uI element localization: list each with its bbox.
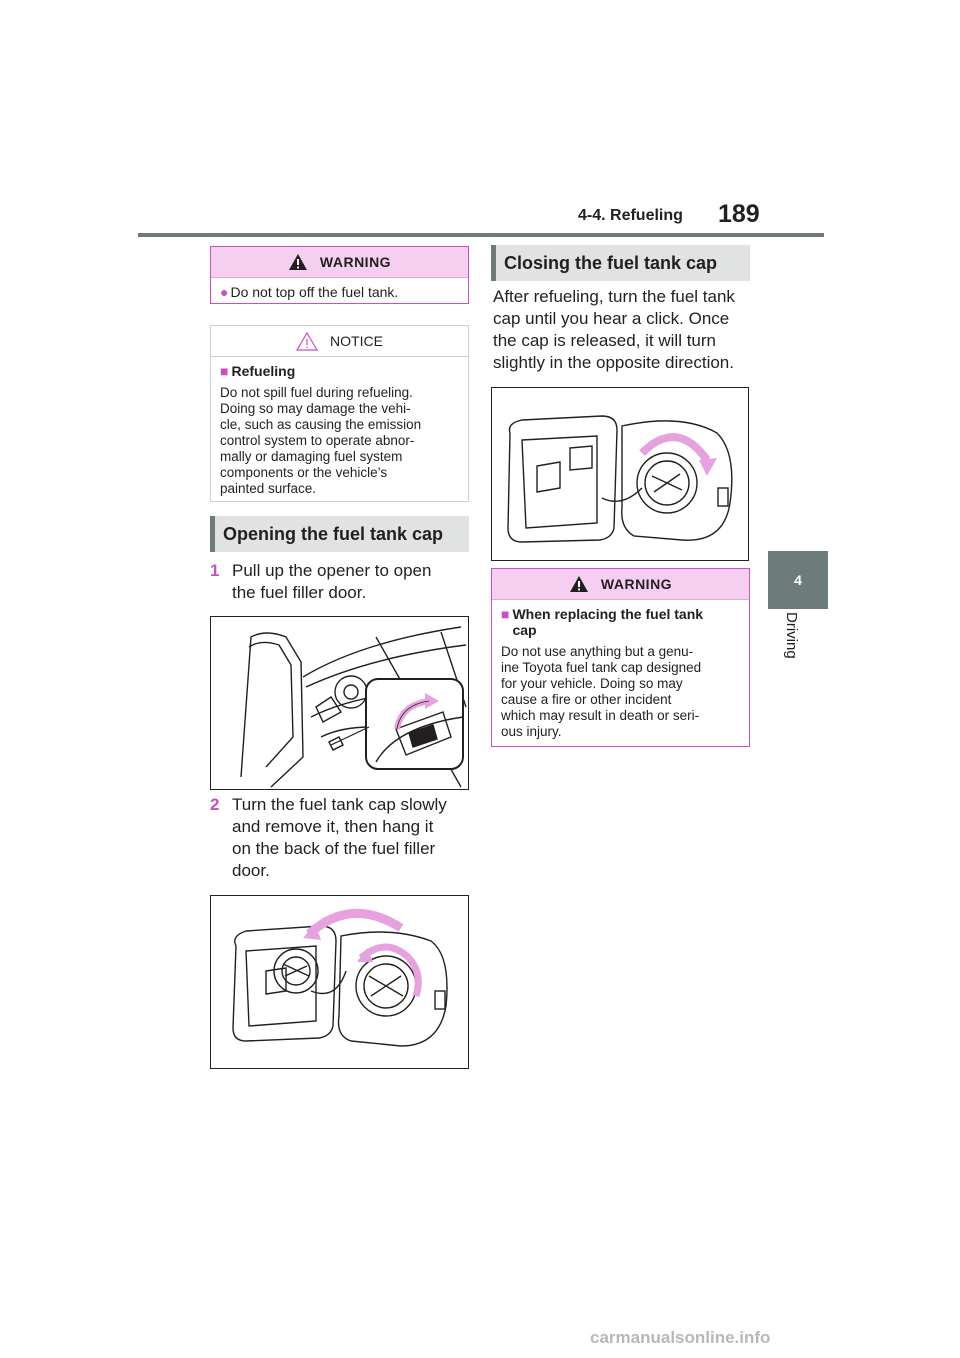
figure-close-cap <box>491 387 749 561</box>
notice-box <box>210 325 469 502</box>
header-rule <box>138 233 824 237</box>
notice-body: Do not spill fuel during refueling. Doing so may damage the vehi- cle, such as causing the emission control system to operate abnor- mally or damaging fuel system components or the vehicle’s painted surface. <box>220 385 422 496</box>
notice-title: NOTICE <box>330 333 383 349</box>
fuel-cap-removal-illustration <box>211 896 468 1068</box>
warning-subtitle: ■ When replacing the fuel tank cap <box>501 606 704 638</box>
warning-icon <box>569 575 589 593</box>
warning-header <box>492 569 749 600</box>
warning-box-bottom <box>491 568 750 747</box>
step-number: 1 <box>210 561 220 580</box>
section-title: 4-4. Refueling <box>578 207 683 224</box>
warning-bullet: ● Do not top off the fuel tank. <box>220 284 399 300</box>
opening-heading: Opening the fuel tank cap <box>210 516 469 552</box>
warning-title: WARNING <box>319 254 392 270</box>
caution-outline-icon <box>296 332 318 351</box>
notice-header <box>211 326 468 357</box>
chapter-number: 4 <box>794 572 802 588</box>
warning-title: WARNING <box>600 576 673 592</box>
bullet-dot-icon: ● <box>220 284 229 300</box>
figure-remove-cap <box>210 895 469 1069</box>
notice-subtitle: ■ Refueling <box>220 363 296 379</box>
closing-heading: Closing the fuel tank cap <box>491 245 750 281</box>
step-1: 1 Pull up the opener to open the fuel filler door. <box>210 561 432 602</box>
chapter-label-wrap <box>770 612 826 672</box>
warning-box-top <box>210 246 469 304</box>
chapter-tab[interactable] <box>768 551 828 609</box>
warning-icon <box>288 253 308 271</box>
figure-fuel-door-opener <box>210 616 469 790</box>
warning-header <box>211 247 468 278</box>
car-interior-illustration <box>211 617 468 789</box>
square-bullet-icon: ■ <box>501 606 510 622</box>
step-number: 2 <box>210 795 220 814</box>
chapter-label: Driving <box>783 612 800 659</box>
fuel-cap-closing-illustration <box>492 388 748 560</box>
square-bullet-icon: ■ <box>220 363 229 379</box>
warning-body: Do not use anything but a genu- ine Toyota fuel tank cap designed for your vehicle. Doing so may cause a fire or other incident which may result in death or seri- ous injury. <box>501 644 702 739</box>
step-2: 2 Turn the fuel tank cap slowly and remove it, then hang it on the back of the fuel filler door. <box>210 795 447 880</box>
closing-paragraph: After refueling, turn the fuel tank cap until you hear a click. Once the cap is released, it will turn slightly in the opposite direction. <box>493 287 735 372</box>
watermark: carmanualsonline.info <box>590 1328 771 1347</box>
page-number: 189 <box>718 200 760 228</box>
